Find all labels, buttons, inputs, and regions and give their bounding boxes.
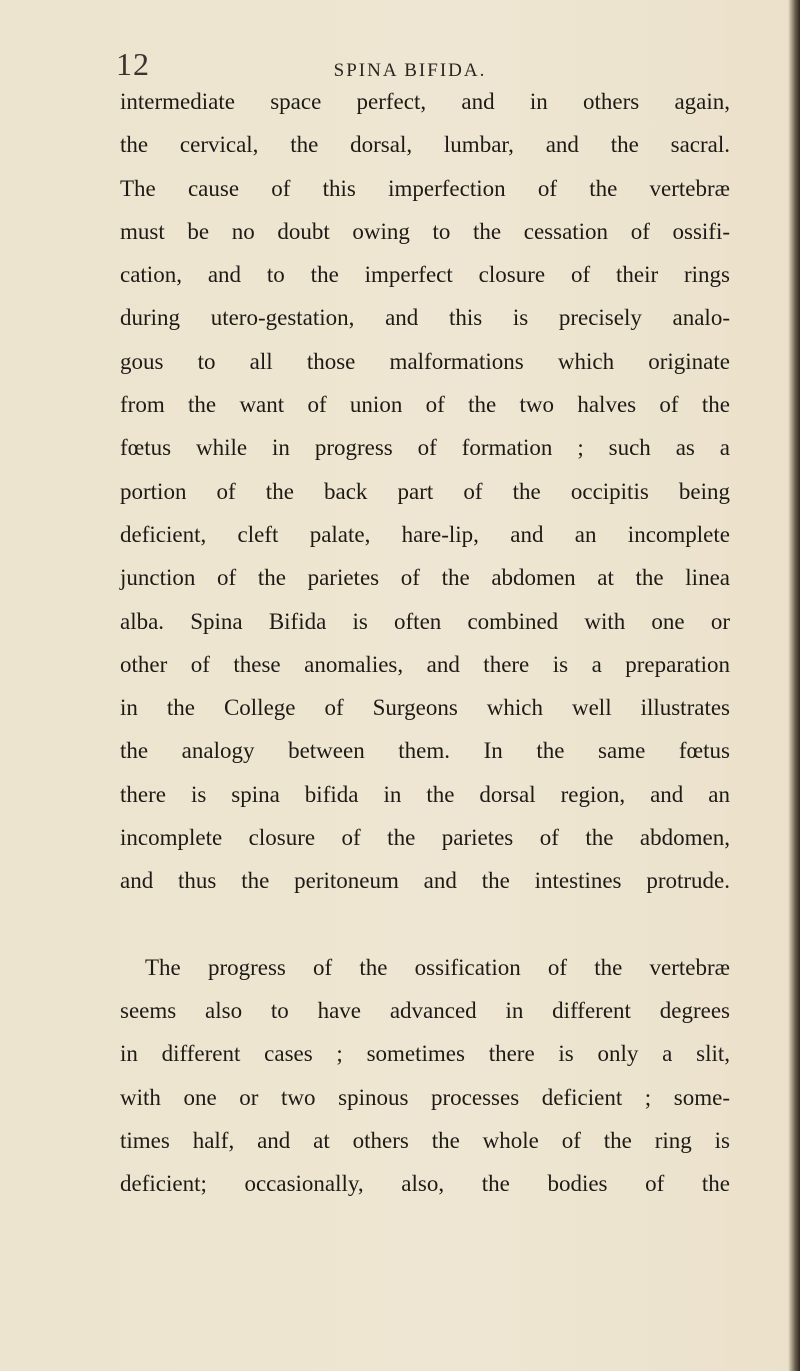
text-line: incomplete closure of the parietes of the abdomen, bbox=[120, 825, 730, 851]
text-line: must be no doubt owing to the cessation of ossifi- bbox=[120, 218, 730, 244]
text-line: and thus the peritoneum and the intestines protrude. bbox=[120, 868, 730, 894]
text-line: times half, and at others the whole of the ring is bbox=[120, 1127, 730, 1153]
page-number: 12 bbox=[116, 46, 150, 82]
text-line: intermediate space perfect, and in others again, bbox=[120, 89, 730, 114]
page-edge-shadow bbox=[788, 0, 800, 1371]
text-line: The progress of the ossification of the vertebræ bbox=[145, 954, 730, 980]
text-line: from the want of union of the two halves of the bbox=[120, 392, 730, 418]
text-line: seems also to have advanced in different degrees bbox=[120, 997, 730, 1023]
text-line: there is spina bifida in the dorsal region, and an bbox=[120, 781, 730, 807]
text-line: with one or two spinous processes deficient ; some- bbox=[120, 1084, 730, 1110]
paragraph-2 bbox=[120, 946, 730, 1206]
text-line: in different cases ; sometimes there is only a slit, bbox=[120, 1041, 730, 1067]
text-line: gous to all those malformations which originate bbox=[120, 348, 730, 374]
text-line: cation, and to the imperfect closure of their rings bbox=[120, 262, 730, 288]
text-line: portion of the back part of the occipitis being bbox=[120, 478, 730, 504]
text-line: the cervical, the dorsal, lumbar, and the sacral. bbox=[120, 132, 730, 158]
text-line: deficient; occasionally, also, the bodies of the bbox=[120, 1171, 730, 1197]
text-line: the analogy between them. In the same fœtus bbox=[120, 738, 730, 764]
paragraph-1 bbox=[120, 80, 730, 903]
text-line: fœtus while in progress of formation ; such as a bbox=[120, 435, 730, 461]
text-line: during utero-gestation, and this is precisely analo- bbox=[120, 305, 730, 331]
text-line: junction of the parietes of the abdomen at the linea bbox=[120, 565, 730, 591]
text-line: other of these anomalies, and there is a preparation bbox=[120, 651, 730, 677]
running-title: SPINA BIFIDA. bbox=[333, 60, 487, 81]
text-line: in the College of Surgeons which well illustrates bbox=[120, 695, 730, 721]
text-line: deficient, cleft palate, hare-lip, and an incomplete bbox=[120, 521, 730, 547]
body-text bbox=[120, 80, 730, 1205]
text-line: alba. Spina Bifida is often combined with one or bbox=[120, 608, 730, 634]
paragraph-gap bbox=[120, 903, 730, 946]
text-line: The cause of this imperfection of the vertebræ bbox=[120, 175, 730, 201]
